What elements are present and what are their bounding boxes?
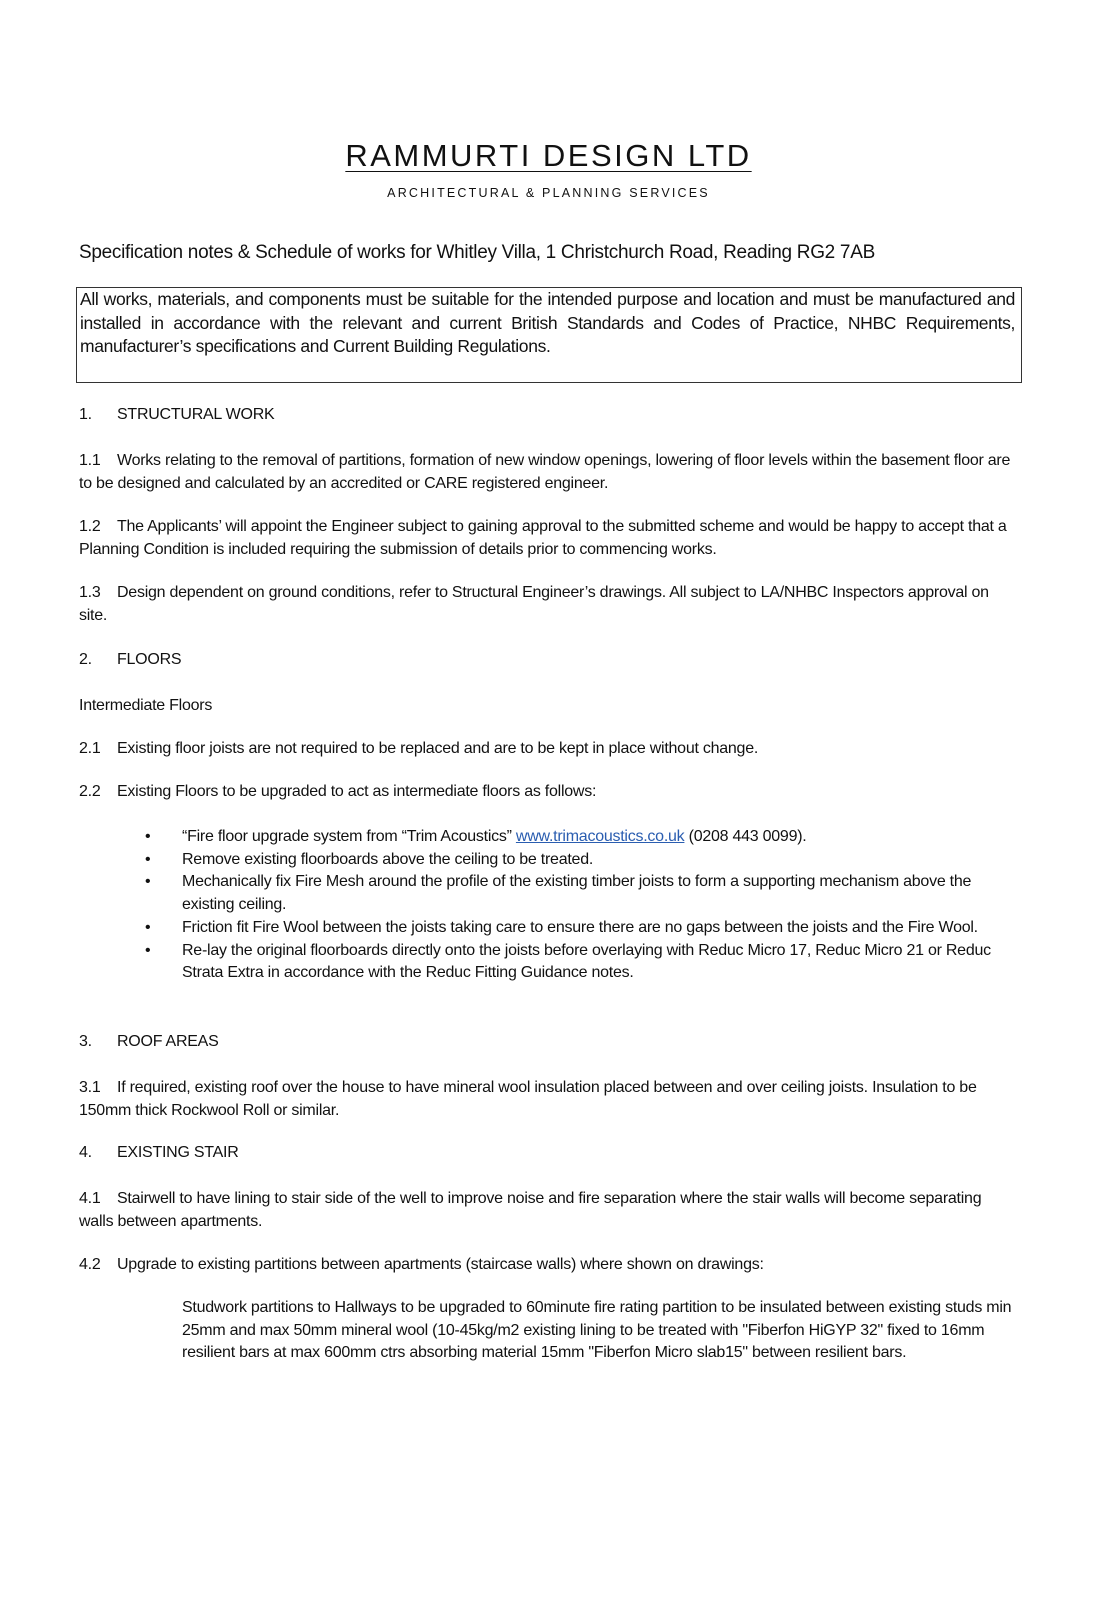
section-title: EXISTING STAIR — [117, 1144, 239, 1161]
section-title: STRUCTURAL WORK — [117, 406, 275, 423]
list-item-text: Re-lay the original floorboards directly onto the joists before overlaying with Reduc Micro 17, Reduc Micro 21 or Reduc Strata Extra in accordance with the Reduc Fitting Guidance notes. — [182, 941, 991, 982]
section-number: 1. — [79, 406, 92, 423]
clause-1-2 — [79, 516, 1019, 561]
clause-number: 2.1 — [79, 740, 101, 757]
section-number: 2. — [79, 651, 92, 668]
section-4-heading — [79, 1142, 1019, 1165]
clause-2-1 — [79, 738, 1019, 761]
clause-number: 4.1 — [79, 1190, 101, 1207]
list-item — [145, 871, 1025, 916]
clause-text: Existing Floors to be upgraded to act as intermediate floors as follows: — [117, 783, 597, 800]
section-number: 3. — [79, 1033, 92, 1050]
bullet-icon: • — [145, 828, 151, 845]
clause-text: Existing floor joists are not required to be replaced and are to be kept in place without change. — [117, 740, 759, 757]
list-item-text: “Fire floor upgrade system from “Trim Acoustics” — [182, 828, 516, 845]
list-item-text: Mechanically fix Fire Mesh around the profile of the existing timber joists to form a supporting mechanism above the existing ceiling. — [182, 873, 972, 914]
list-item — [145, 826, 1025, 849]
list-item — [145, 849, 1025, 872]
list-item-text: Remove existing floorboards above the ceiling to be treated. — [182, 850, 594, 868]
clause-3-1 — [79, 1077, 1019, 1122]
clause-number: 1.1 — [79, 452, 101, 469]
partition-upgrade-detail: Studwork partitions to Hallways to be upgraded to 60minute fire rating partition to be insulated between existing studs min 25mm and max 50mm mineral wool (10-45kg/m2 existing lining to be treated with "Fiberfon HiGYP 32" fixed to 16mm resilient bars at max 600mm ctrs absorbing material 15mm "Fiberfon Micro slab15" between resilient bars. — [182, 1299, 1012, 1362]
list-item-text: Friction fit Fire Wool between the joists taking care to ensure there are no gaps between the joists and the Fire Wool. — [182, 918, 978, 936]
clause-4-1 — [79, 1188, 1019, 1233]
clause-1-1 — [79, 450, 1019, 495]
clause-number: 1.2 — [79, 518, 101, 535]
company-tagline: ARCHITECTURAL & PLANNING SERVICES — [387, 186, 710, 200]
phone-number: (0208 443 0099). — [684, 828, 807, 845]
clause-text: If required, existing roof over the house to have mineral wool insulation placed between and over ceiling joists. Insulation to be 150mm thick Rockwool Roll or similar. — [79, 1079, 977, 1119]
section-title: ROOF AREAS — [117, 1033, 219, 1050]
compliance-notice: All works, materials, and components must be suitable for the intended purpose and location and must be manufactured and installed in accordance with the relevant and current British Standards and Codes of Practice, NHBC Requirements, manufacturer’s specifications and Current Building Regulations. — [76, 287, 1022, 383]
trim-acoustics-link[interactable]: www.trimacoustics.co.uk — [515, 828, 685, 845]
company-name — [0, 138, 1097, 174]
clause-4-2 — [79, 1254, 1019, 1277]
clause-number: 4.2 — [79, 1256, 101, 1273]
company-name-text: RAMMURTI DESIGN LTD — [345, 138, 752, 173]
clause-text: Design dependent on ground conditions, refer to Structural Engineer’s drawings. All subject to LA/NHBC Inspectors approval on site. — [79, 584, 989, 624]
clause-1-3 — [79, 582, 1019, 627]
clause-2-2 — [79, 781, 1019, 804]
bullet-icon: • — [145, 850, 151, 868]
clause-text: Upgrade to existing partitions between apartments (staircase walls) where shown on drawings: — [117, 1256, 764, 1273]
floor-upgrade-list — [145, 826, 1025, 985]
bullet-icon: • — [145, 873, 151, 891]
clause-text: Works relating to the removal of partitions, formation of new window openings, lowering of floor levels within the basement floor are to be designed and calculated by an accredited or CARE registered engineer. — [79, 452, 1011, 492]
section-title: FLOORS — [117, 651, 182, 668]
bullet-icon: • — [145, 918, 151, 936]
section-number: 4. — [79, 1144, 92, 1161]
clause-number: 3.1 — [79, 1079, 101, 1096]
clause-text: The Applicants’ will appoint the Engineer subject to gaining approval to the submitted scheme and would be happy to accept that a Planning Condition is included requiring the submission of details prior to commencing works. — [79, 518, 1007, 558]
subheading-intermediate-floors: Intermediate Floors — [79, 697, 213, 714]
section-2-heading — [79, 649, 1019, 672]
clause-number: 1.3 — [79, 584, 101, 601]
list-item — [145, 917, 1025, 940]
bullet-icon: • — [145, 941, 151, 959]
clause-number: 2.2 — [79, 783, 101, 800]
clause-text: Stairwell to have lining to stair side of the well to improve noise and fire separation where the stair walls will become separating walls between apartments. — [79, 1190, 982, 1230]
document-title: Specification notes & Schedule of works for Whitley Villa, 1 Christchurch Road, Reading RG2 7AB — [79, 242, 875, 263]
list-item — [145, 940, 1025, 985]
section-3-heading — [79, 1031, 1019, 1054]
section-1-heading — [79, 404, 1019, 427]
